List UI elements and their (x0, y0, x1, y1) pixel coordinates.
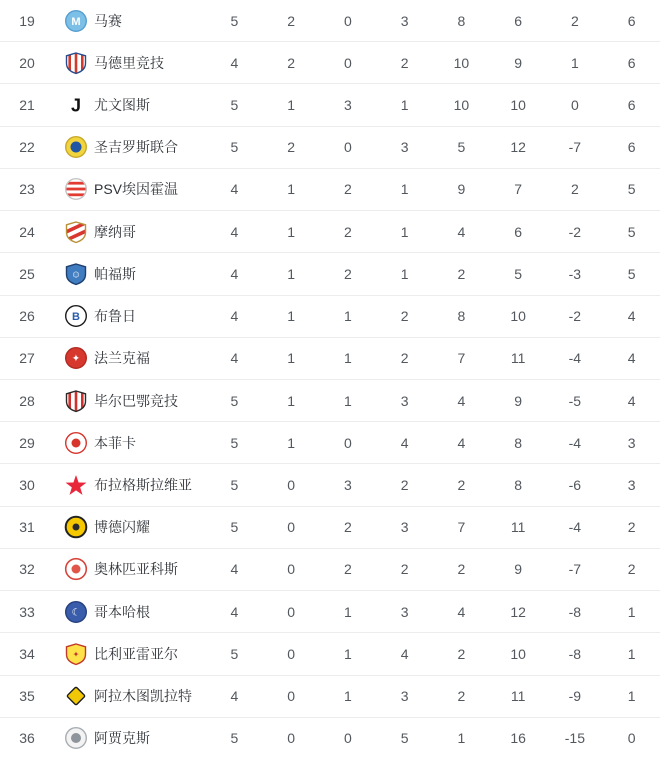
team-stats (206, 308, 660, 324)
team-name: 比利亚雷亚尔 (94, 645, 178, 662)
team-stats (206, 181, 660, 197)
stat-value: 5 (400, 730, 409, 747)
athletic-bilbao-logo (64, 389, 88, 413)
stat-value: 5 (514, 265, 523, 282)
table-row[interactable] (0, 507, 660, 549)
stat-value: 16 (510, 730, 526, 747)
svg-text:M: M (71, 15, 81, 28)
stat-value: 4 (230, 350, 239, 367)
stat-value: 2 (343, 265, 352, 282)
stat-value: 5 (230, 645, 239, 662)
stat-value: 3 (343, 97, 352, 114)
stat-value: 4 (627, 392, 636, 409)
stat-value: 1 (343, 392, 352, 409)
stat-value: 2 (457, 688, 466, 705)
stat-value: 4 (457, 223, 466, 240)
psv-eindhoven-logo (64, 177, 88, 201)
team-name: 博德闪耀 (94, 519, 150, 536)
stat-value: 2 (343, 561, 352, 578)
stat-value: 1 (570, 54, 579, 71)
stat-value: -2 (568, 223, 582, 240)
table-row[interactable] (0, 338, 660, 380)
stat-value: 1 (343, 308, 352, 325)
stat-value: 1 (400, 223, 409, 240)
stat-value: 4 (457, 392, 466, 409)
stat-value: 2 (343, 181, 352, 198)
stat-value: 0 (343, 54, 352, 71)
bodo-glimt-logo (64, 515, 88, 539)
stat-value: 10 (510, 97, 526, 114)
stat-value: -7 (568, 561, 582, 578)
stat-value: 4 (230, 265, 239, 282)
stat-value: 5 (230, 97, 239, 114)
stat-value: 2 (627, 519, 636, 536)
team-name: 摩纳哥 (94, 223, 136, 240)
table-row[interactable] (0, 633, 660, 675)
stat-value: 7 (514, 181, 523, 198)
rank: 36 (19, 730, 35, 747)
rank: 20 (19, 54, 35, 71)
stat-value: 2 (457, 265, 466, 282)
stat-value: 4 (400, 645, 409, 662)
stat-value: -9 (568, 688, 582, 705)
team-name: 阿拉木图凯拉特 (94, 688, 192, 705)
stat-value: 5 (230, 730, 239, 747)
stat-value: 2 (400, 561, 409, 578)
stat-value: 1 (287, 223, 296, 240)
team-name: 布拉格斯拉维亚 (94, 477, 192, 494)
team-stats (206, 604, 660, 620)
slavia-prague-logo (64, 473, 88, 497)
stat-value: 2 (400, 477, 409, 494)
stat-value: 2 (287, 12, 296, 29)
stat-value: 0 (287, 645, 296, 662)
team-stats (206, 55, 660, 71)
stat-value: 7 (457, 519, 466, 536)
stat-value: 4 (230, 223, 239, 240)
team-name: 圣吉罗斯联合 (94, 139, 178, 156)
team-stats (206, 688, 660, 704)
stat-value: 0 (343, 12, 352, 29)
stat-value: 11 (510, 688, 526, 705)
table-row[interactable] (0, 422, 660, 464)
team-stats (206, 350, 660, 366)
stat-value: 12 (510, 139, 526, 156)
stat-value: 4 (627, 350, 636, 367)
svg-text:J: J (70, 95, 82, 116)
atletico-madrid-logo (64, 51, 88, 75)
stat-value: 3 (400, 139, 409, 156)
stat-value: 9 (514, 561, 523, 578)
stat-value: 5 (627, 223, 636, 240)
rank: 22 (19, 139, 35, 156)
team-name: 尤文图斯 (94, 97, 150, 114)
team-stats (206, 730, 660, 746)
rank: 32 (19, 561, 35, 578)
stat-value: 1 (287, 265, 296, 282)
stat-value: 5 (230, 392, 239, 409)
stat-value: 2 (457, 477, 466, 494)
stat-value: 1 (343, 603, 352, 620)
svg-text:✦: ✦ (72, 649, 80, 659)
stat-value: 11 (510, 519, 526, 536)
svg-text:B: B (72, 311, 80, 324)
stat-value: 1 (287, 97, 296, 114)
team-name: 法兰克福 (94, 350, 150, 367)
stat-value: 3 (400, 688, 409, 705)
team-stats (206, 519, 660, 535)
stat-value: 8 (457, 12, 466, 29)
table-row[interactable] (0, 676, 660, 718)
table-row[interactable] (0, 380, 660, 422)
stat-value: 4 (457, 603, 466, 620)
villarreal-logo (64, 642, 88, 666)
stat-value: 8 (514, 477, 523, 494)
stat-value: 4 (230, 688, 239, 705)
stat-value: 8 (457, 308, 466, 325)
rank: 29 (19, 434, 35, 451)
table-row[interactable] (0, 591, 660, 633)
stat-value: 4 (230, 54, 239, 71)
stat-value: 1 (457, 730, 466, 747)
team-stats (206, 477, 660, 493)
club-brugge-logo (64, 304, 88, 328)
stat-value: -2 (568, 308, 582, 325)
rank: 21 (19, 97, 35, 114)
team-stats (206, 646, 660, 662)
stat-value: 1 (343, 645, 352, 662)
svg-text:☺: ☺ (70, 269, 82, 281)
stat-value: 2 (287, 54, 296, 71)
marseille-logo (64, 9, 88, 33)
stat-value: 2 (400, 308, 409, 325)
table-row[interactable] (0, 211, 660, 253)
rank: 30 (19, 477, 35, 494)
stat-value: 1 (627, 645, 636, 662)
stat-value: 2 (457, 561, 466, 578)
stat-value: 9 (514, 54, 523, 71)
stat-value: -8 (568, 603, 582, 620)
stat-value: 3 (400, 603, 409, 620)
stat-value: 5 (230, 139, 239, 156)
stat-value: 1 (287, 350, 296, 367)
stat-value: 1 (287, 434, 296, 451)
rank: 28 (19, 392, 35, 409)
table-row[interactable] (0, 718, 660, 759)
union-sg-logo (64, 135, 88, 159)
team-name: 布鲁日 (94, 308, 136, 325)
team-stats (206, 224, 660, 240)
stat-value: 12 (510, 603, 526, 620)
table-row[interactable] (0, 169, 660, 211)
stat-value: 9 (457, 181, 466, 198)
stat-value: 4 (230, 561, 239, 578)
team-name: 本菲卡 (94, 434, 136, 451)
team-name: PSV埃因霍温 (94, 181, 179, 198)
ajax-logo (64, 726, 88, 750)
stat-value: 0 (287, 519, 296, 536)
team-stats (206, 435, 660, 451)
stat-value: -8 (568, 645, 582, 662)
stat-value: -4 (568, 434, 582, 451)
stat-value: 10 (510, 308, 526, 325)
stat-value: 10 (510, 645, 526, 662)
stat-value: 5 (230, 434, 239, 451)
team-stats (206, 97, 660, 113)
stat-value: 1 (343, 688, 352, 705)
rank: 31 (19, 519, 35, 536)
rank: 19 (19, 12, 35, 29)
frankfurt-logo (64, 346, 88, 370)
stat-value: 0 (343, 434, 352, 451)
stat-value: 0 (343, 730, 352, 747)
stat-value: 5 (457, 139, 466, 156)
stat-value: 2 (457, 645, 466, 662)
stat-value: 0 (343, 139, 352, 156)
stat-value: 6 (627, 12, 636, 29)
table-row[interactable] (0, 0, 660, 42)
rank: 23 (19, 181, 35, 198)
table-row[interactable] (0, 127, 660, 169)
stat-value: 0 (287, 730, 296, 747)
stat-value: 6 (514, 12, 523, 29)
stat-value: 7 (457, 350, 466, 367)
monaco-logo (64, 220, 88, 244)
stat-value: 3 (400, 519, 409, 536)
rank: 33 (19, 603, 35, 620)
rank: 24 (19, 223, 35, 240)
team-stats (206, 266, 660, 282)
stat-value: 2 (570, 181, 579, 198)
stat-value: 6 (627, 139, 636, 156)
team-name: 奥林匹亚科斯 (94, 561, 178, 578)
table-row[interactable] (0, 253, 660, 295)
stat-value: 5 (230, 12, 239, 29)
stat-value: 3 (627, 477, 636, 494)
stat-value: -4 (568, 519, 582, 536)
stat-value: 2 (570, 12, 579, 29)
team-stats (206, 561, 660, 577)
stat-value: 1 (287, 181, 296, 198)
stat-value: 1 (400, 265, 409, 282)
table-row[interactable] (0, 464, 660, 506)
stat-value: 4 (627, 308, 636, 325)
stat-value: 3 (400, 392, 409, 409)
stat-value: 4 (400, 434, 409, 451)
stat-value: 8 (514, 434, 523, 451)
table-row[interactable] (0, 42, 660, 84)
rank: 27 (19, 350, 35, 367)
stat-value: 6 (627, 97, 636, 114)
stat-value: 5 (230, 477, 239, 494)
stat-value: 2 (343, 223, 352, 240)
stat-value: 2 (343, 519, 352, 536)
team-name: 帕福斯 (94, 265, 136, 282)
copenhagen-logo (64, 600, 88, 624)
stat-value: 5 (627, 181, 636, 198)
stat-value: 6 (627, 54, 636, 71)
stat-value: 1 (627, 688, 636, 705)
stat-value: 1 (287, 308, 296, 325)
stat-value: 4 (230, 308, 239, 325)
stat-value: 1 (400, 97, 409, 114)
stat-value: -7 (568, 139, 582, 156)
stat-value: 0 (287, 477, 296, 494)
team-name: 阿贾克斯 (94, 730, 150, 747)
table-row[interactable] (0, 296, 660, 338)
stat-value: 3 (343, 477, 352, 494)
rank: 34 (19, 645, 35, 662)
stat-value: 6 (514, 223, 523, 240)
stat-value: 4 (230, 603, 239, 620)
stat-value: 5 (627, 265, 636, 282)
stat-value: 1 (287, 392, 296, 409)
rank: 26 (19, 308, 35, 325)
stat-value: 0 (570, 97, 579, 114)
stat-value: 0 (287, 603, 296, 620)
team-name: 哥本哈根 (94, 603, 150, 620)
stat-value: 0 (287, 561, 296, 578)
stat-value: -6 (568, 477, 582, 494)
rank: 25 (19, 265, 35, 282)
stat-value: 1 (343, 350, 352, 367)
stat-value: 11 (510, 350, 526, 367)
benfica-logo (64, 431, 88, 455)
olympiacos-logo (64, 557, 88, 581)
table-row[interactable] (0, 84, 660, 126)
stat-value: -3 (568, 265, 582, 282)
stat-value: 2 (400, 350, 409, 367)
team-stats (206, 393, 660, 409)
team-name: 毕尔巴鄂竞技 (94, 392, 178, 409)
pafos-logo (64, 262, 88, 286)
stat-value: 2 (627, 561, 636, 578)
stat-value: 2 (287, 139, 296, 156)
stat-value: 1 (400, 181, 409, 198)
table-row[interactable] (0, 549, 660, 591)
stat-value: 3 (400, 12, 409, 29)
stat-value: 2 (400, 54, 409, 71)
stat-value: -4 (568, 350, 582, 367)
juventus-logo (64, 93, 88, 117)
stat-value: 3 (627, 434, 636, 451)
stat-value: 10 (453, 54, 470, 71)
stat-value: 4 (230, 181, 239, 198)
stat-value: 0 (627, 730, 636, 747)
stat-value: 9 (514, 392, 523, 409)
stat-value: 10 (453, 97, 470, 114)
stat-value: 4 (457, 434, 466, 451)
stat-value: 1 (627, 603, 636, 620)
team-stats (206, 139, 660, 155)
team-name: 马赛 (94, 12, 122, 29)
stat-value: -15 (564, 730, 585, 747)
stat-value: 0 (287, 688, 296, 705)
kairat-almaty-logo (64, 684, 88, 708)
team-name: 马德里竞技 (94, 54, 164, 71)
svg-text:✦: ✦ (71, 353, 81, 365)
svg-text:☾: ☾ (71, 607, 81, 619)
rank: 35 (19, 688, 35, 705)
stat-value: 5 (230, 519, 239, 536)
team-stats (206, 13, 660, 29)
stat-value: -5 (568, 392, 582, 409)
